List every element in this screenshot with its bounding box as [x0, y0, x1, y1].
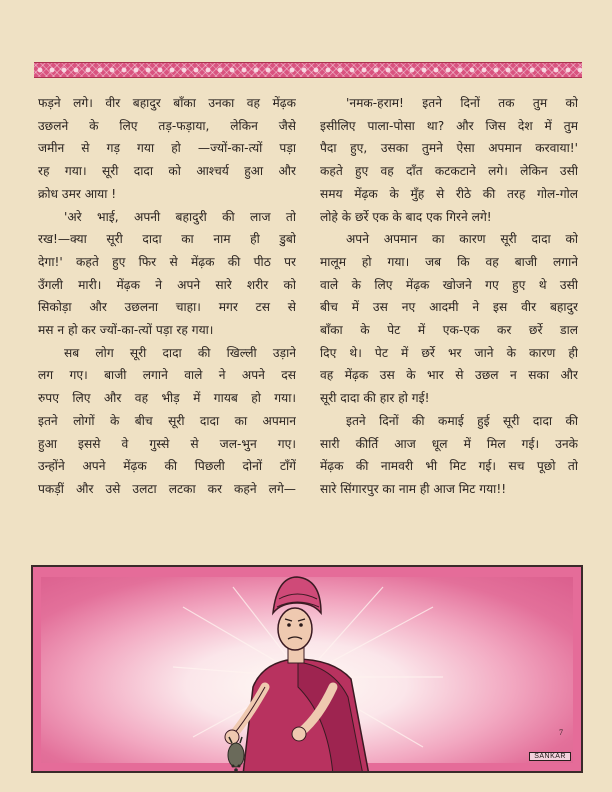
- text-line: वाले के लिए मेंढ़क खोजने गए हुए थे उसी: [320, 277, 578, 292]
- text-line: मस न हो कर ज्यों-का-त्यों पड़ा रह गया।: [38, 323, 214, 338]
- text-line: फड़ने लगे। वीर बहादुर बाँका उनका वह मेंढ़क: [38, 96, 296, 110]
- text-line: जमीन से गड़ गया हो —ज्यों-का-त्यों पड़ा: [38, 141, 296, 156]
- text-line: उछलने के लिए तड़-फड़ाया, लेकिन जैसे: [38, 118, 296, 133]
- text-line: अपने अपमान का कारण सूरी दादा को: [346, 232, 578, 247]
- text-line: वह मेंढ़क उस के भार से उछल न सका और: [320, 368, 578, 383]
- text-line: इसीलिए पाला-पोसा था? और जिस देश में तुम: [320, 118, 578, 133]
- text-line: उन्होंने अपने मेंढ़क की पिछली दोनों टाँगें: [38, 459, 296, 474]
- artist-signature: SANKAR: [529, 752, 571, 761]
- text-line: सब लोग सूरी दादा की खिल्ली उड़ाने: [64, 345, 296, 360]
- text-line: समय मेंढ़क के मुँह से रीठे की तरह गोल-गोल: [320, 186, 578, 201]
- text-line: रुपए लिए और वह भीड़ में गायब हो गया।: [38, 391, 296, 406]
- text-line: लग गए। बाजी लगाने वाले ने अपने दस: [38, 368, 296, 383]
- text-line: हुआ इससे वे गुस्से से जल-भुन गए।: [38, 436, 296, 451]
- right-text-column: [320, 92, 578, 501]
- text-line: देगा!' कहते हुए फिर से मेंढ़क की पीठ पर: [38, 254, 296, 269]
- text-line: सारे सिंगारपुर का नाम ही आज मिट गया!!: [320, 481, 507, 496]
- text-line: मालूम हो गया। जब कि वह बाजी लगाने: [320, 254, 578, 269]
- text-line: सारी कीर्ति आज धूल में मिल गई। उनके: [320, 436, 578, 451]
- text-line: उँगली मारी। मेंढ़क ने अपने सारे शरीर को: [38, 277, 296, 292]
- text-line: सिकोड़ा और उछलना चाहा। मगर टस से: [38, 300, 296, 315]
- panel-number: 7: [559, 728, 563, 737]
- text-line: रह गया। सूरी दादा को आश्चर्य हुआ और: [38, 164, 296, 179]
- decorative-border-band: [34, 62, 582, 78]
- text-line: दिए थे। पेट में छर्रे भर जाने के कारण ही: [320, 345, 578, 360]
- story-illustration: [31, 565, 583, 773]
- text-line: इतने दिनों की कमाई हुई सूरी दादा की: [346, 413, 578, 428]
- text-line: रख!—क्या सूरी दादा का नाम ही डुबो: [38, 232, 296, 247]
- falling-pellets: [234, 768, 240, 773]
- text-line: सूरी दादा की हार हो गई!: [320, 391, 430, 406]
- text-line: पैदा हुए, उसका तुमने ऐसा अपमान करवाया!': [320, 141, 578, 156]
- text-line: इतने लोगों के बीच सूरी दादा का अपमान: [38, 413, 296, 428]
- text-line: 'नमक-हराम! इतने दिनों तक तुम को: [346, 96, 578, 110]
- text-line: लोहे के छर्रे एक के बाद एक गिरने लगे!: [320, 209, 492, 224]
- text-line: पकड़ीं और उसे उलटा लटका कर कहने लगे—: [38, 481, 296, 496]
- sur-dada-figure: [225, 577, 369, 773]
- text-line: बीच में उस नए आदमी ने इस वीर बहादुर: [320, 300, 578, 315]
- text-line: मेंढ़क की नामवरी भी मिट गई। सच पूछो तो: [320, 459, 578, 474]
- text-line: 'अरे भाई, अपनी बहादुरी की लाज तो: [64, 209, 296, 224]
- text-line: बाँका के पेट में एक-एक कर छर्रे डाल: [320, 323, 578, 338]
- text-line: क्रोध उमर आया !: [38, 186, 117, 201]
- illustration-drawing: [33, 567, 583, 773]
- left-text-column: [38, 92, 296, 501]
- text-line: कहते हुए वह दाँत कटकटाने लगे। लेकिन उसी: [320, 164, 578, 179]
